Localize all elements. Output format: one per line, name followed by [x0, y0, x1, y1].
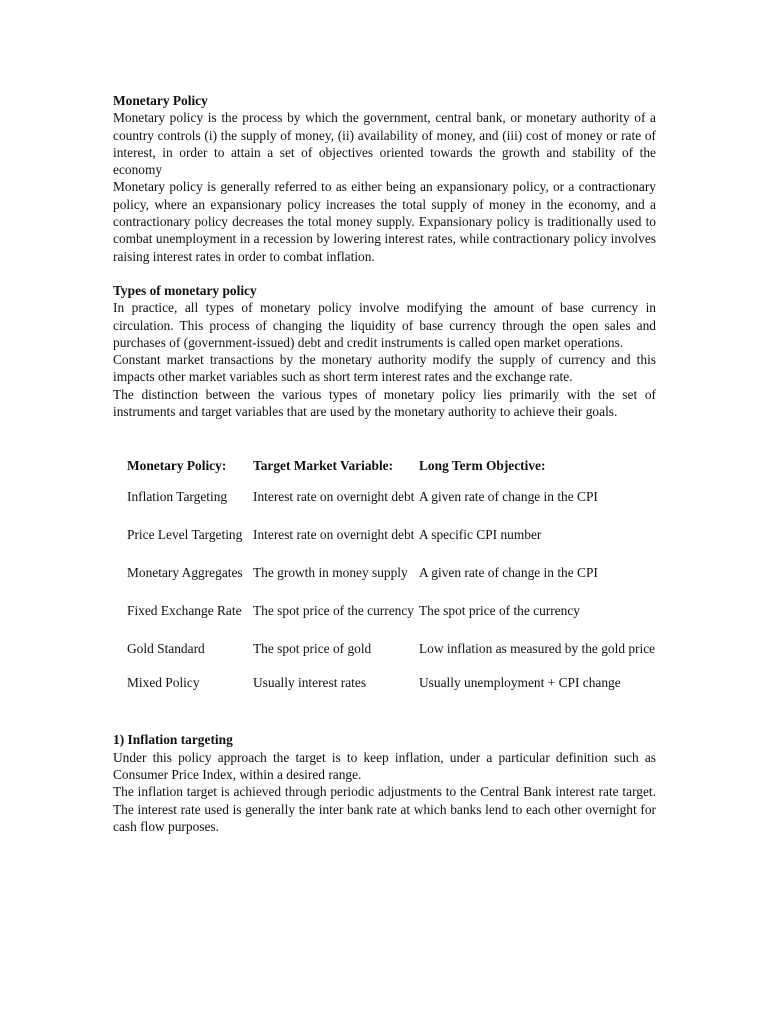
section-inflation-targeting: [113, 731, 656, 835]
table-row: [127, 553, 664, 591]
table-cell: The spot price of the currency: [419, 602, 580, 618]
policy-table: [127, 454, 664, 697]
section-paragraph-1: Under this policy approach the target is to keep inflation, under a particular definition such as Consumer Price Index, within a desired range.: [113, 749, 656, 782]
table-header-cell: Target Market Variable:: [253, 458, 394, 474]
table-cell: Mixed Policy: [127, 674, 200, 690]
table-cell: Interest rate on overnight debt: [253, 526, 415, 542]
table-cell: Usually interest rates: [253, 674, 367, 690]
table-cell: The spot price of gold: [253, 640, 372, 656]
table-cell: Gold Standard: [127, 640, 205, 656]
document-page: [113, 92, 656, 835]
table-cell: A specific CPI number: [419, 526, 542, 542]
table-row: [127, 477, 664, 515]
table-row: [127, 629, 664, 667]
intro-paragraph-2: Monetary policy is generally referred to as either being an expansionary policy, or a contractionary policy, where an expansionary policy increases the total supply of money in the economy, and a contractionary policy decreases the total money supply. Expansionary policy is traditionally used to combat unemployment in a recession by lowering interest rates, while contractionary policy involves raising interest rates in order to combat inflation.: [113, 179, 656, 264]
table-cell: Monetary Aggregates: [127, 564, 243, 580]
table-row: [127, 515, 664, 553]
table-cell: Usually unemployment + CPI change: [419, 674, 621, 690]
table-cell: Low inflation as measured by the gold price: [419, 640, 656, 656]
table-cell: The growth in money supply: [253, 564, 408, 580]
table-cell: A given rate of change in the CPI: [419, 564, 598, 580]
table-row: [127, 667, 664, 697]
types-heading: Types of monetary policy: [113, 282, 257, 298]
table-cell: Inflation Targeting: [127, 488, 228, 504]
table-header-cell: Monetary Policy:: [127, 458, 227, 474]
section-heading: 1) Inflation targeting: [113, 732, 233, 748]
table-cell: A given rate of change in the CPI: [419, 488, 598, 504]
table-cell: Interest rate on overnight debt: [253, 488, 415, 504]
types-paragraph-1: In practice, all types of monetary policy involve modifying the amount of base currency in circulation. This process of changing the liquidity of base currency through the open sales and purchases of (government-issued) debt and credit instruments is called open market operations.: [113, 300, 656, 350]
table-cell: Price Level Targeting: [127, 526, 243, 542]
policy-table-wrapper: [127, 454, 664, 697]
table-cell: The spot price of the currency: [253, 602, 414, 618]
intro-paragraph-1: Monetary policy is the process by which the government, central bank, or monetary authority of a country controls (i) the supply of money, (ii) availability of money, and (iii) cost of money or rate of interest, in order to attain a set of objectives oriented towards the growth and stability of the economy: [113, 110, 656, 178]
section-paragraph-2: The inflation target is achieved through periodic adjustments to the Central Bank interest rate target. The interest rate used is generally the inter bank rate at which banks lend to each other overnight for cash flow purposes.: [113, 784, 656, 834]
types-paragraph-3: The distinction between the various types of monetary policy lies primarily with the set of instruments and target variables that are used by the monetary authority to achieve their goals.: [113, 386, 656, 420]
table-header-cell: Long Term Objective:: [419, 458, 546, 474]
table-cell: Fixed Exchange Rate: [127, 602, 242, 618]
table-row: [127, 591, 664, 629]
table-header-row: [127, 454, 664, 477]
spacer: [113, 265, 656, 282]
types-paragraph-2: Constant market transactions by the monetary authority modify the supply of currency and this impacts other market variables such as short term interest rates and the exchange rate.: [113, 352, 656, 385]
document-title: Monetary Policy: [113, 93, 208, 108]
